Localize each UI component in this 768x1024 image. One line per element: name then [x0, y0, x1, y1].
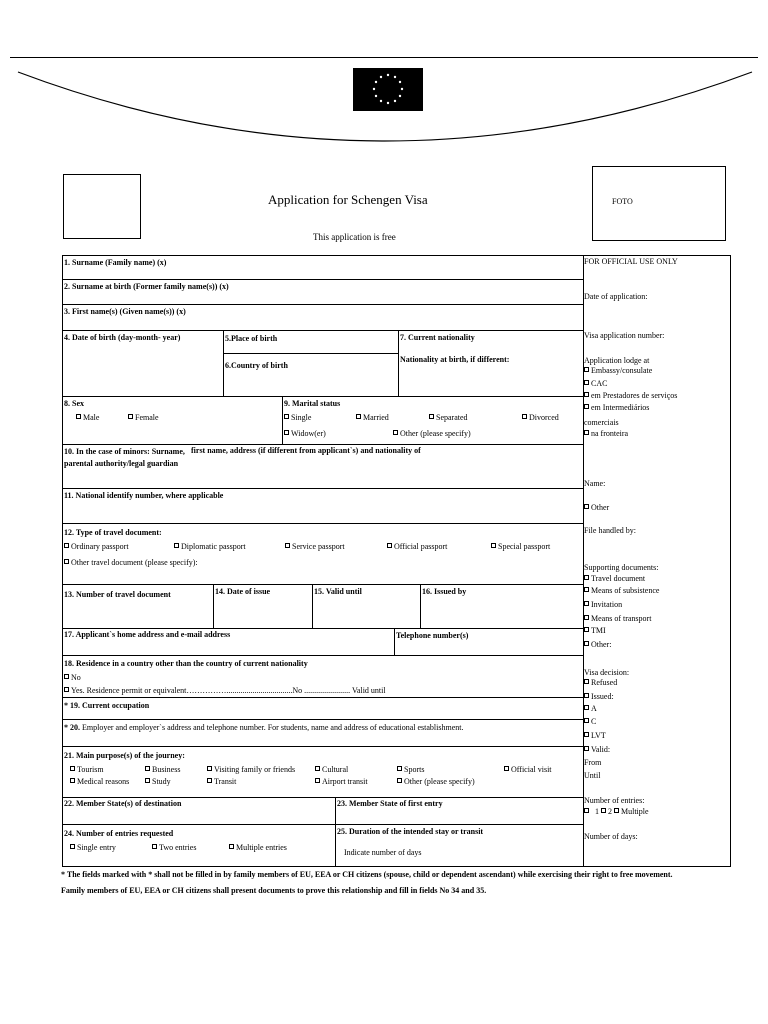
official-prestadores[interactable]: em Prestadores de serviços: [584, 391, 677, 401]
official-invitation[interactable]: Invitation: [584, 600, 622, 610]
checkbox-icon[interactable]: [584, 392, 589, 397]
field-25-duration: 25. Duration of the intended stay or transit: [337, 827, 484, 836]
field-1-surname[interactable]: 1. Surname (Family name) (x): [64, 258, 167, 267]
sex-female-option[interactable]: Female: [128, 413, 159, 423]
checkbox-icon[interactable]: [145, 766, 150, 771]
official-valid[interactable]: Valid:: [584, 745, 610, 755]
field-18-residence: 18. Residence in a country other than the country of current nationality: [64, 659, 308, 668]
checkbox-icon[interactable]: [207, 766, 212, 771]
left-header-box: [63, 174, 141, 239]
field-7-nationality-at-birth[interactable]: Nationality at birth, if different:: [400, 355, 510, 364]
checkbox-icon[interactable]: [284, 430, 289, 435]
top-rule: [10, 57, 758, 58]
official-cac[interactable]: CAC: [584, 379, 607, 389]
checkbox-icon[interactable]: [584, 679, 589, 684]
official-intermediarios[interactable]: em Intermediários: [584, 403, 649, 413]
checkbox-icon[interactable]: [207, 778, 212, 783]
checkbox-icon[interactable]: [584, 705, 589, 710]
official-visa-decision: Visa decision:: [584, 668, 630, 677]
purpose-study-option[interactable]: Study: [145, 777, 171, 787]
checkbox-icon[interactable]: [601, 808, 606, 813]
page-title: Application for Schengen Visa: [268, 192, 428, 207]
checkbox-icon[interactable]: [491, 543, 496, 548]
entries-multiple-option[interactable]: Multiple entries: [229, 843, 287, 853]
checkbox-icon[interactable]: [174, 543, 179, 548]
purpose-sports-option[interactable]: Sports: [397, 765, 424, 775]
td-other-option[interactable]: Other travel document (please specify):: [64, 558, 198, 568]
purpose-business-option[interactable]: Business: [145, 765, 180, 775]
official-travel-doc[interactable]: Travel document: [584, 574, 645, 584]
checkbox-icon[interactable]: [584, 367, 589, 372]
checkbox-icon[interactable]: [584, 504, 589, 509]
field-10-guardian: parental authority/legal guardian: [64, 459, 179, 468]
checkbox-icon[interactable]: [64, 674, 69, 679]
official-heading: FOR OFFICIAL USE ONLY: [584, 257, 678, 266]
checkbox-icon[interactable]: [229, 844, 234, 849]
purpose-airport-option[interactable]: Airport transit: [315, 777, 368, 787]
footer-note-2: Family members of EU, EEA or CH citizens shall present documents to prove this relationship and fill in fields No 34 and 35.: [61, 886, 487, 895]
field-24-entries: 24. Number of entries requested: [64, 829, 174, 838]
checkbox-icon[interactable]: [64, 559, 69, 564]
field-12-travel-doc: 12. Type of travel document:: [64, 528, 162, 537]
official-comerciais: comerciais: [584, 418, 619, 427]
residence-no-option[interactable]: No: [64, 673, 81, 683]
checkbox-icon[interactable]: [64, 687, 69, 692]
official-refused[interactable]: Refused: [584, 678, 617, 688]
field-11-national-id[interactable]: 11. National identify number, where applicable: [64, 491, 224, 500]
field-17-home-address[interactable]: 17. Applicant`s home address and e-mail address: [64, 630, 231, 639]
checkbox-icon[interactable]: [584, 587, 589, 592]
field-23-first-entry[interactable]: 23. Member State of first entry: [337, 799, 443, 808]
checkbox-icon[interactable]: [397, 766, 402, 771]
official-subsistence[interactable]: Means of subsistence: [584, 586, 659, 596]
checkbox-icon[interactable]: [504, 766, 509, 771]
field-7-nationality[interactable]: 7. Current nationality: [400, 333, 475, 342]
official-name: Name:: [584, 479, 606, 488]
official-file-handled: File handled by:: [584, 526, 636, 535]
official-embassy[interactable]: Embassy/consulate: [584, 366, 652, 376]
purpose-transit-option[interactable]: Transit: [207, 777, 236, 787]
marital-separated-option[interactable]: Separated: [429, 413, 468, 423]
field-21-purpose: 21. Main purpose(s) of the journey:: [64, 751, 185, 760]
td-service-option[interactable]: Service passport: [285, 542, 345, 552]
official-transport[interactable]: Means of transport: [584, 614, 651, 624]
purpose-other-option[interactable]: Other (please specify): [397, 777, 475, 787]
entries-single-option[interactable]: Single entry: [70, 843, 116, 853]
field-10-minors-cont: first name, address (if different from applicant`s) and nationality of: [191, 446, 421, 455]
checkbox-icon[interactable]: [356, 414, 361, 419]
official-lodged-at: Application lodge at: [584, 356, 650, 365]
page-subtitle: This application is free: [313, 232, 396, 242]
field-5-place-of-birth[interactable]: 5.Place of birth: [225, 334, 278, 343]
marital-other-option[interactable]: Other (please specify): [393, 429, 471, 439]
marital-divorced-option[interactable]: Divorced: [522, 413, 559, 423]
official-visa-number: Visa application number:: [584, 331, 665, 340]
purpose-medical-option[interactable]: Medical reasons: [70, 777, 129, 787]
field-17-telephone[interactable]: Telephone number(s): [396, 631, 469, 640]
field-3-first-name[interactable]: 3. First name(s) (Given name(s)) (x): [64, 307, 186, 316]
checkbox-icon[interactable]: [128, 414, 133, 419]
checkbox-icon[interactable]: [584, 808, 589, 813]
duration-days-input[interactable]: Indicate number of days: [344, 848, 422, 857]
residence-yes-option[interactable]: Yes. Residence permit or equivalent…………….................................No ....................... Valid until: [64, 686, 386, 696]
official-type-a[interactable]: A: [584, 704, 597, 714]
checkbox-icon[interactable]: [429, 414, 434, 419]
field-20-employer[interactable]: * 20. Employer and employer`s address and telephone number. For students, name and address of educational establishment.: [64, 723, 464, 732]
checkbox-icon[interactable]: [584, 404, 589, 409]
checkbox-icon[interactable]: [584, 430, 589, 435]
official-from: From: [584, 758, 602, 767]
marital-single-option[interactable]: Single: [284, 413, 311, 423]
checkbox-icon[interactable]: [584, 575, 589, 580]
checkbox-icon[interactable]: [70, 766, 75, 771]
eu-flag: [353, 68, 423, 111]
checkbox-icon[interactable]: [393, 430, 398, 435]
field-13-doc-number[interactable]: 13. Number of travel document: [64, 590, 171, 599]
checkbox-icon[interactable]: [152, 844, 157, 849]
official-entries-options[interactable]: 1 2 Multiple: [584, 807, 649, 817]
marital-married-option[interactable]: Married: [356, 413, 389, 423]
official-lvt[interactable]: LVT: [584, 731, 606, 741]
official-num-entries: Number of entries:: [584, 796, 645, 805]
field-8-sex: 8. Sex: [64, 399, 84, 408]
checkbox-icon[interactable]: [522, 414, 527, 419]
td-special-option[interactable]: Special passport: [491, 542, 550, 552]
checkbox-icon[interactable]: [584, 718, 589, 723]
checkbox-icon[interactable]: [315, 766, 320, 771]
checkbox-icon[interactable]: [285, 543, 290, 548]
field-9-marital-status: 9. Marital status: [284, 399, 341, 408]
checkbox-icon[interactable]: [70, 778, 75, 783]
checkbox-icon[interactable]: [76, 414, 81, 419]
checkbox-icon[interactable]: [614, 808, 619, 813]
official-other-doc[interactable]: Other:: [584, 640, 611, 650]
checkbox-icon[interactable]: [284, 414, 289, 419]
field-14-date-issue[interactable]: 14. Date of issue: [215, 587, 271, 596]
td-diplomatic-option[interactable]: Diplomatic passport: [174, 542, 246, 552]
sex-male-option[interactable]: Male: [76, 413, 99, 423]
official-supporting-docs: Supporting documents:: [584, 563, 659, 572]
purpose-visiting-option[interactable]: Visiting family or friends: [207, 765, 295, 775]
marital-widow-option[interactable]: Widow(er): [284, 429, 326, 439]
field-10-minors[interactable]: 10. In the case of minors: Surname,: [64, 447, 185, 456]
field-2-surname-birth[interactable]: 2. Surname at birth (Former family name(s)) (x): [64, 282, 229, 291]
photo-label: FOTO: [612, 197, 633, 206]
purpose-tourism-option[interactable]: Tourism: [70, 765, 104, 775]
checkbox-icon[interactable]: [315, 778, 320, 783]
field-4-date-of-birth[interactable]: 4. Date of birth (day-month- year): [64, 333, 181, 342]
official-issued[interactable]: Issued:: [584, 692, 614, 702]
field-16-issued-by[interactable]: 16. Issued by: [422, 587, 467, 596]
checkbox-icon[interactable]: [584, 746, 589, 751]
checkbox-icon[interactable]: [584, 615, 589, 620]
checkbox-icon[interactable]: [145, 778, 150, 783]
checkbox-icon[interactable]: [70, 844, 75, 849]
td-official-option[interactable]: Official passport: [387, 542, 447, 552]
official-num-days: Number of days:: [584, 832, 638, 841]
footer-note-1: * The fields marked with * shall not be filled in by family members of EU, EEA or CH citizens (spouse, child or dependent ascendant) while exercising their right to free movement.: [61, 870, 673, 879]
field-15-valid-until[interactable]: 15. Valid until: [314, 587, 362, 596]
official-type-c[interactable]: C: [584, 717, 596, 727]
td-ordinary-option[interactable]: Ordinary passport: [64, 542, 129, 552]
official-date-application: Date of application:: [584, 292, 648, 301]
checkbox-icon[interactable]: [584, 627, 589, 632]
checkbox-icon[interactable]: [64, 543, 69, 548]
official-tmi[interactable]: TMI: [584, 626, 606, 636]
field-6-country-of-birth[interactable]: 6.Country of birth: [225, 361, 288, 370]
purpose-official-option[interactable]: Official visit: [504, 765, 552, 775]
official-until: Until: [584, 771, 601, 780]
field-22-destination[interactable]: 22. Member State(s) of destination: [64, 799, 182, 808]
checkbox-icon[interactable]: [584, 641, 589, 646]
entries-two-option[interactable]: Two entries: [152, 843, 196, 853]
checkbox-icon[interactable]: [584, 693, 589, 698]
checkbox-icon[interactable]: [584, 732, 589, 737]
purpose-cultural-option[interactable]: Cultural: [315, 765, 348, 775]
checkbox-icon[interactable]: [397, 778, 402, 783]
checkbox-icon[interactable]: [584, 380, 589, 385]
checkbox-icon[interactable]: [387, 543, 392, 548]
field-19-occupation[interactable]: * 19. Current occupation: [64, 701, 150, 710]
checkbox-icon[interactable]: [584, 601, 589, 606]
official-fronteira[interactable]: na fronteira: [584, 429, 628, 439]
official-other[interactable]: Other: [584, 503, 609, 513]
